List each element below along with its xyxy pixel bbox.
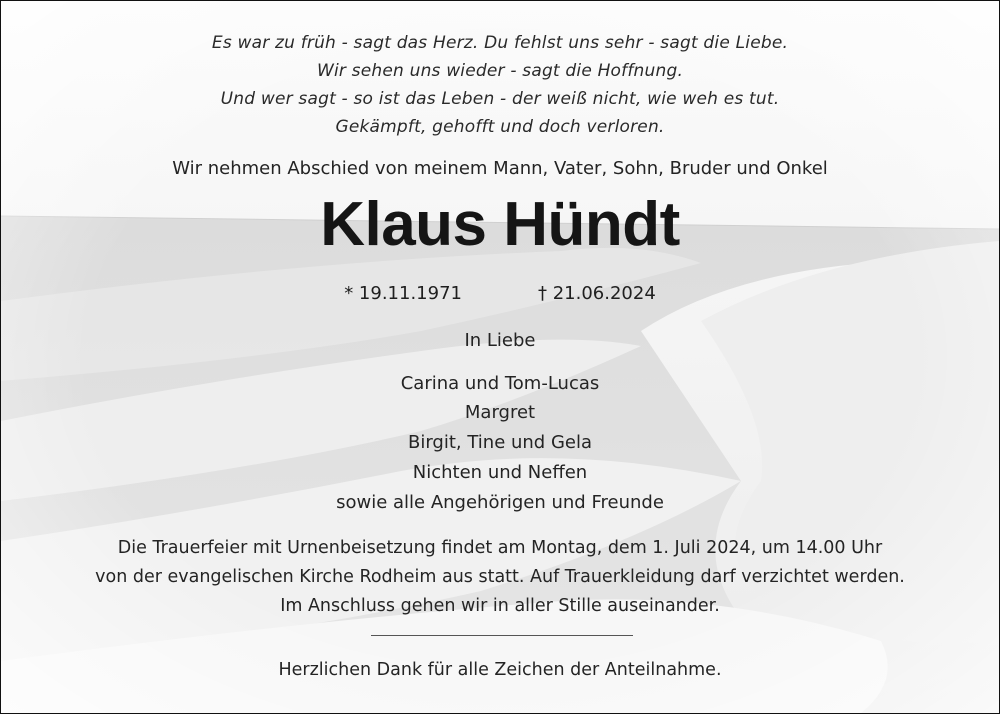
separator-line	[371, 635, 633, 636]
farewell-intro: Wir nehmen Abschied von meinem Mann, Vater, Sohn, Bruder und Onkel	[172, 158, 828, 179]
poem-line-3: Und wer sagt - so ist das Leben - der weiß nicht, wie weh es tut.	[220, 89, 780, 109]
ceremony-line-1: Die Trauerfeier mit Urnenbeisetzung findet am Montag, dem 1. Juli 2024, um 14.00 Uhr	[117, 538, 883, 558]
poem-line-1: Es war zu früh - sagt das Herz. Du fehlst uns sehr - sagt die Liebe.	[211, 33, 789, 53]
mourner-line-4: Nichten und Neffen	[412, 462, 588, 483]
poem-line-2: Wir sehen uns wieder - sagt die Hoffnung.	[316, 61, 684, 81]
ceremony-line-3: Im Anschluss gehen wir in aller Stille auseinander.	[280, 596, 720, 616]
birth-date: * 19.11.1971	[344, 283, 462, 304]
poem-line-4: Gekämpft, gehofft und doch verloren.	[335, 117, 665, 137]
mourner-line-2: Margret	[464, 402, 536, 423]
life-dates	[1, 283, 999, 304]
death-date: † 21.06.2024	[538, 283, 656, 304]
mourner-line-5: sowie alle Angehörigen und Freunde	[336, 492, 664, 513]
mourner-line-1: Carina und Tom-Lucas	[400, 373, 600, 394]
ceremony-line-2: von der evangelischen Kirche Rodheim aus statt. Auf Trauerkleidung darf verzichtet werden.	[95, 567, 905, 587]
thanks-line: Herzlichen Dank für alle Zeichen der Anteilnahme.	[278, 660, 722, 680]
deceased-name: Klaus Hündt	[320, 190, 680, 259]
mourner-line-3: Birgit, Tine und Gela	[407, 432, 593, 453]
in-love-heading: In Liebe	[464, 330, 536, 351]
